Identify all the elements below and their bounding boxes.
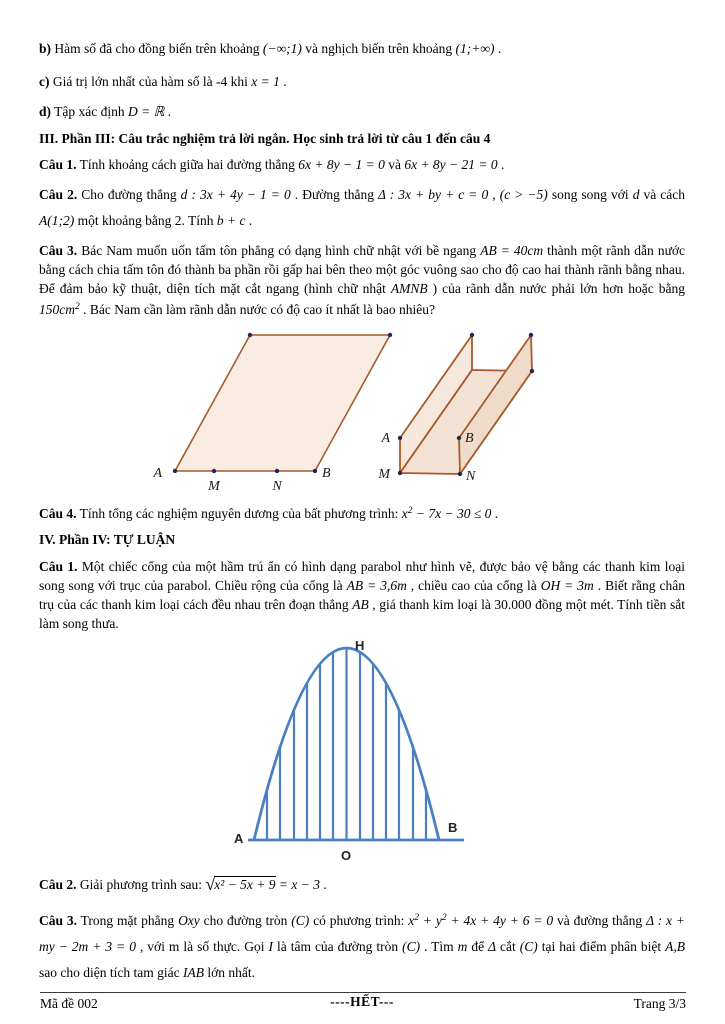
statement-b <box>39 36 685 62</box>
page-footer <box>40 992 686 1012</box>
text-segment: lớn nhất. <box>203 964 255 980</box>
text-segment: AMNB <box>390 280 428 296</box>
text-segment: (C) <box>519 938 538 954</box>
text-segment: tại hai điểm phân biệt <box>537 938 666 954</box>
text-segment: Giải phương trình sau: <box>76 876 206 892</box>
text-segment: Δ : x + my − 2m + 3 = 0 <box>39 912 685 954</box>
text-segment: D = ℝ <box>128 104 165 119</box>
text-segment: Tính khoảng cách giữa hai đường thẳng <box>76 157 299 172</box>
text-segment: d <box>632 186 640 202</box>
text-segment: Trong mặt phẳng <box>77 912 179 928</box>
text-segment: thành một rãnh dẫn nước bằng cách chia tấm tôn đó thành ba phần rồi gấp hai bên theo một góc vuông sao cho độ cao hai thành rãnh bằng nhau. Để đảm bảo kỹ thuật, diện tích mặt cắt ngang (hình chữ nhật <box>39 242 686 296</box>
text-segment: 150cm <box>39 301 75 317</box>
text-segment: 2 <box>75 301 80 312</box>
part3-heading <box>39 129 685 149</box>
sheet-label-n: N <box>272 478 282 494</box>
part3-question-4 <box>39 502 685 524</box>
text-segment: 6x + 8y − 1 = 0 <box>298 157 385 172</box>
text-segment: Một chiếc cổng của một hầm trú ẩn có hình dạng parabol như hình vẽ, được bảo vệ bằng các thanh kim loại song song với trục của parabol. Chiều rộng của cổng là <box>39 558 685 593</box>
text-segment: Cho đường thẳng <box>77 186 181 202</box>
text-segment: . <box>491 505 499 521</box>
text-segment: . <box>494 41 502 56</box>
text-segment: cho đường tròn <box>199 912 292 928</box>
text-segment: 6x + 8y − 21 = 0 <box>404 157 498 172</box>
text-segment: III. Phần III: Câu trắc nghiệm trả lời ngắn. Học sinh trả lời từ câu 1 đến câu 4 <box>39 130 491 146</box>
channel-label-n: N <box>466 468 476 484</box>
part3-question-1 <box>39 155 685 175</box>
text-segment: (1;+∞) <box>455 41 495 56</box>
text-segment: . <box>497 157 505 172</box>
text-segment: √ <box>205 873 216 894</box>
parabola-label-b: B <box>448 819 458 835</box>
text-segment: A,B <box>665 938 685 954</box>
part3-question-3 <box>39 241 685 319</box>
text-segment: . <box>279 74 287 89</box>
text-segment: (C) <box>402 938 421 954</box>
text-segment: Giá trị lớn nhất của hàm số là -4 khi <box>49 74 252 89</box>
text-segment: (−∞;1) <box>262 41 302 56</box>
text-segment: 2 <box>441 912 447 923</box>
sheet-label-m: M <box>208 478 220 494</box>
text-segment: Câu 4. <box>39 505 77 521</box>
text-segment: m <box>457 938 468 954</box>
sheet-label-b: B <box>322 465 331 481</box>
text-segment: . Biết rằng chân trụ của các thanh kim loại cách đều nhau trên đoạn thẳng <box>39 577 686 612</box>
text-segment: A(1;2) <box>39 212 75 228</box>
text-segment: và nghịch biến trên khoảng <box>301 41 456 56</box>
text-segment: . <box>164 104 172 119</box>
text-segment: c) <box>39 74 50 89</box>
text-segment: IAB <box>182 964 204 980</box>
text-segment: . <box>245 212 253 228</box>
text-segment: và <box>384 157 405 172</box>
part4-question-1 <box>39 557 685 633</box>
text-segment: AB = 40cm <box>480 242 544 258</box>
text-segment: d) <box>39 104 52 119</box>
text-segment: ) của rãnh dẫn nước phải lớn hơn hoặc bằng <box>427 280 685 296</box>
text-segment: cắt <box>496 938 520 954</box>
text-segment: d : 3x + 4y − 1 = 0 <box>180 186 291 202</box>
text-segment: x <box>401 505 408 521</box>
statement-d <box>39 102 685 122</box>
parabola-label-o: O <box>340 847 352 863</box>
text-segment: Câu 2. <box>39 876 77 892</box>
text-segment: IV. Phần IV: TỰ LUẬN <box>39 532 176 547</box>
exam-code: Mã đề 002 <box>40 996 98 1011</box>
text-segment: + 4x + 4y + 6 = 0 <box>446 912 554 928</box>
figure-sheet-and-channel <box>39 326 685 498</box>
text-segment: Tính tổng các nghiệm nguyên dương của bất phương trình: <box>76 505 402 521</box>
parabola-label-h: H <box>355 639 365 653</box>
sheet-label-a: A <box>153 465 162 481</box>
text-segment: là tâm của đường tròn <box>273 938 403 954</box>
text-segment: , giá thanh kim loại là 30.000 đồng một mét. Tính tiền sắt làm song thưa. <box>39 596 685 631</box>
part3-question-2 <box>39 182 685 234</box>
text-segment: AB = 3,6m <box>346 577 407 593</box>
text-segment: và cách <box>639 186 686 202</box>
text-segment: và đường thẳng <box>553 912 647 928</box>
text-segment: OH = 3m <box>540 577 594 593</box>
channel-shape <box>400 335 532 474</box>
text-segment: 2 <box>407 505 413 516</box>
page-number: Trang 3/3 <box>633 996 686 1011</box>
text-segment: , chiều cao của cổng là <box>406 577 541 593</box>
text-segment: , với m là số thực. Gọi <box>135 938 269 954</box>
text-segment: Δ : 3x + by + c = 0 , (c > −5) <box>378 186 548 202</box>
text-segment: Câu 1. <box>39 157 77 172</box>
text-segment: Câu 1. <box>39 558 78 574</box>
parabola-figure <box>232 640 492 868</box>
text-segment: b + c <box>216 212 246 228</box>
text-segment: Tập xác định <box>51 104 128 119</box>
channel-label-a: A <box>381 430 390 446</box>
statement-c <box>39 69 685 95</box>
text-segment: một khoảng bằng 2. Tính <box>74 212 217 228</box>
text-segment: I <box>268 938 274 954</box>
text-segment: b) <box>39 41 52 56</box>
text-segment: Câu 2. <box>39 186 78 202</box>
text-segment: song song với <box>547 186 633 202</box>
sheet-channel-figure <box>132 326 592 498</box>
text-segment: = x − 3 <box>275 876 320 892</box>
text-segment: (C) <box>291 912 310 928</box>
text-segment: Δ <box>488 938 497 954</box>
text-segment: 2 <box>414 912 419 923</box>
part4-heading <box>39 530 685 550</box>
text-segment: có phương trình: <box>309 912 409 928</box>
text-segment: . Bác Nam cần làm rãnh dẫn nước có độ cao ít nhất là bao nhiêu? <box>79 301 435 317</box>
channel-label-m: M <box>378 466 390 482</box>
text-segment: x <box>408 912 415 928</box>
part4-question-2 <box>39 872 685 898</box>
text-segment: Oxy <box>178 912 200 928</box>
text-segment: Hàm số đã cho đồng biến trên khoảng <box>51 41 263 56</box>
text-segment: Câu 3. <box>39 242 78 258</box>
text-segment: AB <box>352 596 369 612</box>
text-segment: + y <box>418 912 442 928</box>
end-marker: ----HẾT--- <box>330 993 394 1009</box>
text-segment: . Đường thẳng <box>290 186 379 202</box>
text-segment: x = 1 <box>251 74 280 89</box>
text-segment: để <box>467 938 489 954</box>
text-segment: sao cho diện tích tam giác <box>39 964 183 980</box>
text-segment: Câu 3. <box>39 912 78 928</box>
channel-label-b: B <box>465 430 474 446</box>
text-segment: . Tìm <box>420 938 458 954</box>
text-segment: x² − 5x + 9 <box>214 876 276 892</box>
text-segment: Bác Nam muốn uốn tấm tôn phẳng có dạng hình chữ nhật với bề ngang <box>77 242 481 258</box>
text-segment: . <box>319 876 327 892</box>
sheet-shape <box>175 335 390 471</box>
parabola-label-a: A <box>234 830 244 846</box>
figure-parabola-gate <box>39 640 685 868</box>
part4-question-3 <box>39 905 685 986</box>
parabola-bars <box>267 648 426 840</box>
text-segment: − 7x − 30 ≤ 0 <box>412 505 492 521</box>
